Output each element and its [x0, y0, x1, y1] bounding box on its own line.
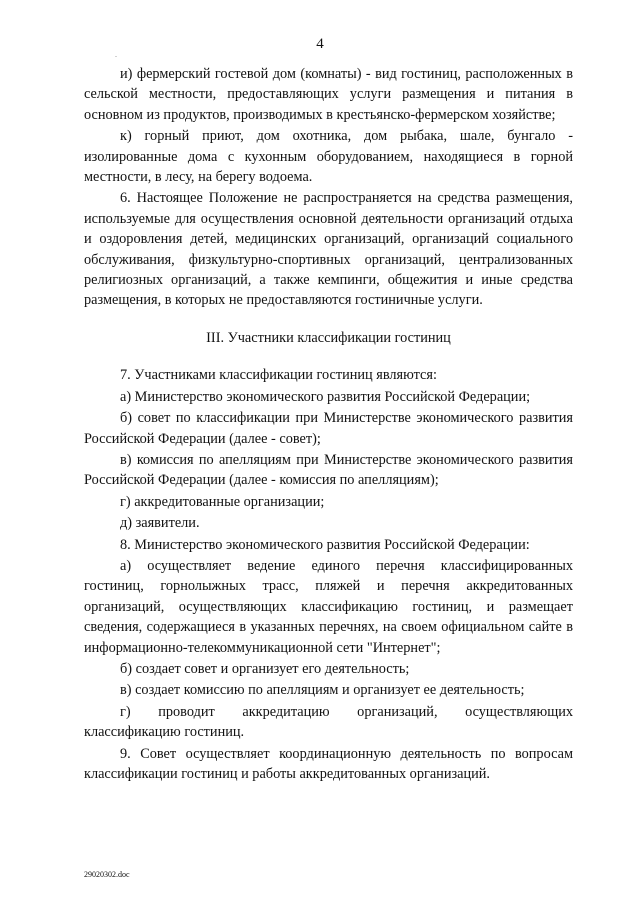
paragraph-6: 6. Настоящее Положение не распространяется на средства размещения, используемые для осуществления основной деятельности организаций отдыха и оздоровления детей, медицинских организаций, организаций социального обслуживания, физкультурно-спортивных организаций, централизованных религиозных организаций, а также кемпинги, общежития и иные средства размещения, в которых не предоставляются гостиничные услуги.	[84, 190, 573, 309]
paragraph-9: 9. Совет осуществляет координационную деятельность по вопросам классификации гостиниц и работы аккредитованных организаций.	[84, 745, 573, 782]
document-body	[84, 64, 573, 784]
paragraph-k: к) горный приют, дом охотника, дом рыбака, шале, бунгало - изолированные дома с кухонным оборудованием, находящиеся в горной местности, в лесу, на берегу водоема.	[84, 128, 573, 186]
page-number: 4	[316, 36, 324, 52]
paragraph-7a: а) Министерство экономического развития Российской Федерации;	[120, 388, 531, 405]
margin-mark: .	[115, 50, 117, 59]
paragraph-8b: б) создает совет и организует его деятельность;	[120, 660, 410, 677]
paragraph-7: 7. Участниками классификации гостиниц являются:	[120, 367, 437, 384]
paragraph-8: 8. Министерство экономического развития Российской Федерации:	[120, 536, 530, 553]
paragraph-7g: г) аккредитованные организации;	[120, 493, 325, 510]
paragraph-8v: в) создает комиссию по апелляциям и организует ее деятельность;	[120, 682, 525, 699]
paragraph-7v: в) комиссия по апелляциям при Министерстве экономического развития Российской Федерации (далее - комиссия по апелляциям);	[84, 451, 573, 489]
paragraph-8a: а) осуществляет ведение единого перечня классифицированных гостиниц, горнолыжных трасс, пляжей и перечня аккредитованных организаций, осуществляющих классификацию гостиниц, и размещает сведения, содержащиеся в указанных перечнях, на своем официальном сайте в информационно-телекоммуникационной сети "Интернет";	[84, 557, 573, 656]
paragraph-7b: б) совет по классификации при Министерстве экономического развития Российской Федерации (далее - совет);	[84, 410, 573, 447]
footer-filename: 29020302.doc	[84, 870, 130, 879]
section-heading: III. Участники классификации гостиниц	[206, 329, 451, 346]
paragraph-8g: г) проводит аккредитацию организаций, осуществляющих классификацию гостиниц.	[84, 703, 573, 741]
paragraph-i: и) фермерский гостевой дом (комнаты) - вид гостиниц, расположенных в сельской местности, предоставляющих услуги размещения и питания в основном из продуктов, производимых в крестьянско-фермерском хозяйстве;	[84, 66, 573, 123]
paragraph-7d: д) заявители.	[120, 515, 200, 532]
